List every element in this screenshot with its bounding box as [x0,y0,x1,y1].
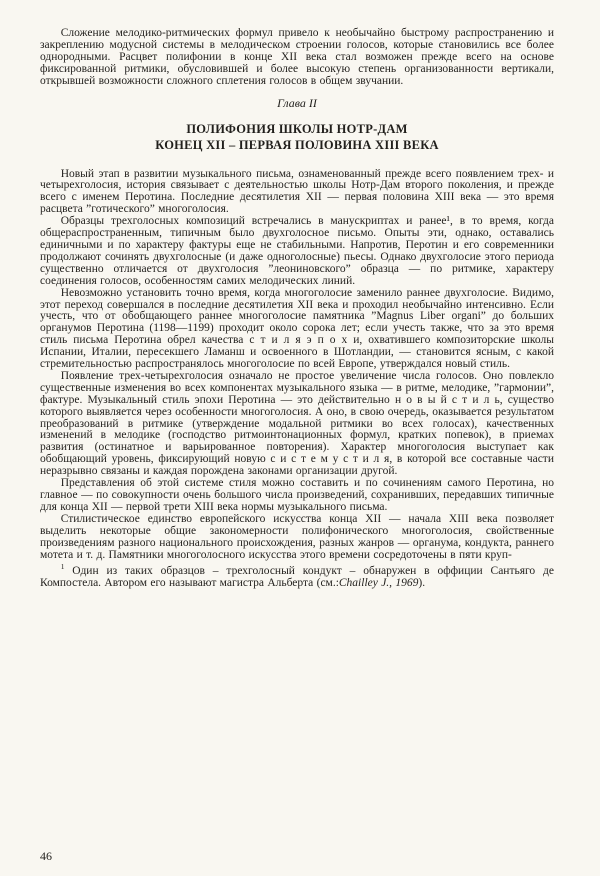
page-content [40,28,554,590]
body-paragraph-2: Образцы трехголосных композиций встречались в манускриптах и ранее¹, в то время, когда общераспространенным, типичным было двухголосное письмо. Опыты эти, однако, оставались единичными и по характеру фактуры еще не стабильными. Напротив, Перотин и его современники продолжают сочинять двухголосные (и даже одноголосные) пьесы. Однако двухголосие этого периода существенно отличается от двухголосия ”леониновского” образца — по ритмике, характеру соединения голосов, особенностям самих мелодических линий. [40,215,554,287]
footnote-marker: 1 [60,562,65,572]
page-number: 46 [40,849,52,863]
body-paragraph-4: Появление трех-четырехголосия означало не простое увеличение числа голосов. Оно повлекло существенные изменения во всех компонентах музыкального языка — в ритме, мелодике, ”гармонии”, фактуре. Музыкальный стиль эпохи Перотина — это действительно н о в ы й с т и л ь, существо которого выявляется через особенности многоголосия. А оно, в свою очередь, оказывается результатом преобразований в ритмике (утверждение модальной ритмики во всех голосах), качественных изменений в мелодике (господство ритмоинтонационных формул, кратких попевок), в приемах развития (остинатное и варьированное повторения). Характер многоголосия выступает как обобщающий уровень, фиксирующий новую с и с т е м у с т и л я, в которой все составные части неразрывно связаны и каждая порождена законами организации другой. [40,369,554,478]
body-paragraph-6: Стилистическое единство европейского искусства конца XII — начала XIII века позволяет выделить некоторые общие закономерности полифонического многоголосия, свойственные произведениям разного национального происхождения, разных жанров — органума, кондукта, раннего мотета и т. д. Памятники многоголосного искусства этого времени сосредоточены в пяти круп- [40,512,554,561]
chapter-heading [40,121,554,153]
chapter-heading-line1: ПОЛИФОНИЯ ШКОЛЫ НОТР-ДАМ [186,121,408,136]
chapter-heading-line2: КОНЕЦ XII – ПЕРВАЯ ПОЛОВИНА XIII ВЕКА [155,137,439,152]
body-paragraph-3: Невозможно установить точно время, когда многоголосие заменило раннее двухголосие. Видимо, этот переход совершался в последние десятилетия XII века и проходил необычайно интенсивно. Если учесть, что от обобщающего раннее многоголосие памятника ”Magnus Liber organi” до больших органумов Перотина (1198—1199) проходит около сорока лет; если учесть также, что за это время стиль письма Перотина обрел качества с т и л я э п о х и, охватившего композиторские школы Испании, Италии, пересекшего Ламанш и освоенного в Шотландии, — становится ясным, с какой стремительностью распространялось многоголосие по всей Европе, утверждался новый стиль. [40,286,554,371]
footnote-citation: Chailley J., 1969 [338,577,419,590]
chapter-label: Глава II [277,95,317,110]
footnote [40,561,554,590]
intro-paragraph: Сложение мелодико-ритмических формул привело к необычайно быстрому распространению и закреплению модусной системы в мелодическом строении голосов, которые становились все более однородными. Расцвет полифонии в конце XII века стал возможен прежде всего на основе фиксированной ритмики, обусловившей и более высокую степень организованности вертикали, открывшей возможности сложного сплетения голосов в общем звучании. [40,27,554,87]
body-paragraph-1: Новый этап в развитии музыкального письма, ознаменованный прежде всего появлением трех- и четырехголосия, история связывает с деятельностью школы Нотр-Дам второго поколения, и прежде всего с именем Перотина. Последние десятилетия XII — первая половина XIII века — это время расцвета ”готического” многоголосия. [40,167,554,216]
body-paragraph-5: Представления об этой системе стиля можно составить и по сочинениям самого Перотина, но главное — по совокупности очень большого числа произведений, сохранивших, передавших типичные для конца XII — первой трети XIII века нормы музыкального письма. [40,477,554,513]
footnote-close: ). [418,577,426,590]
footnote-text: Один из таких образцов – трехголосный кондукт – обнаружен в оффиции Сантьяго де Компостела. Автором его называют магистра Альберта (см.: [40,565,554,590]
